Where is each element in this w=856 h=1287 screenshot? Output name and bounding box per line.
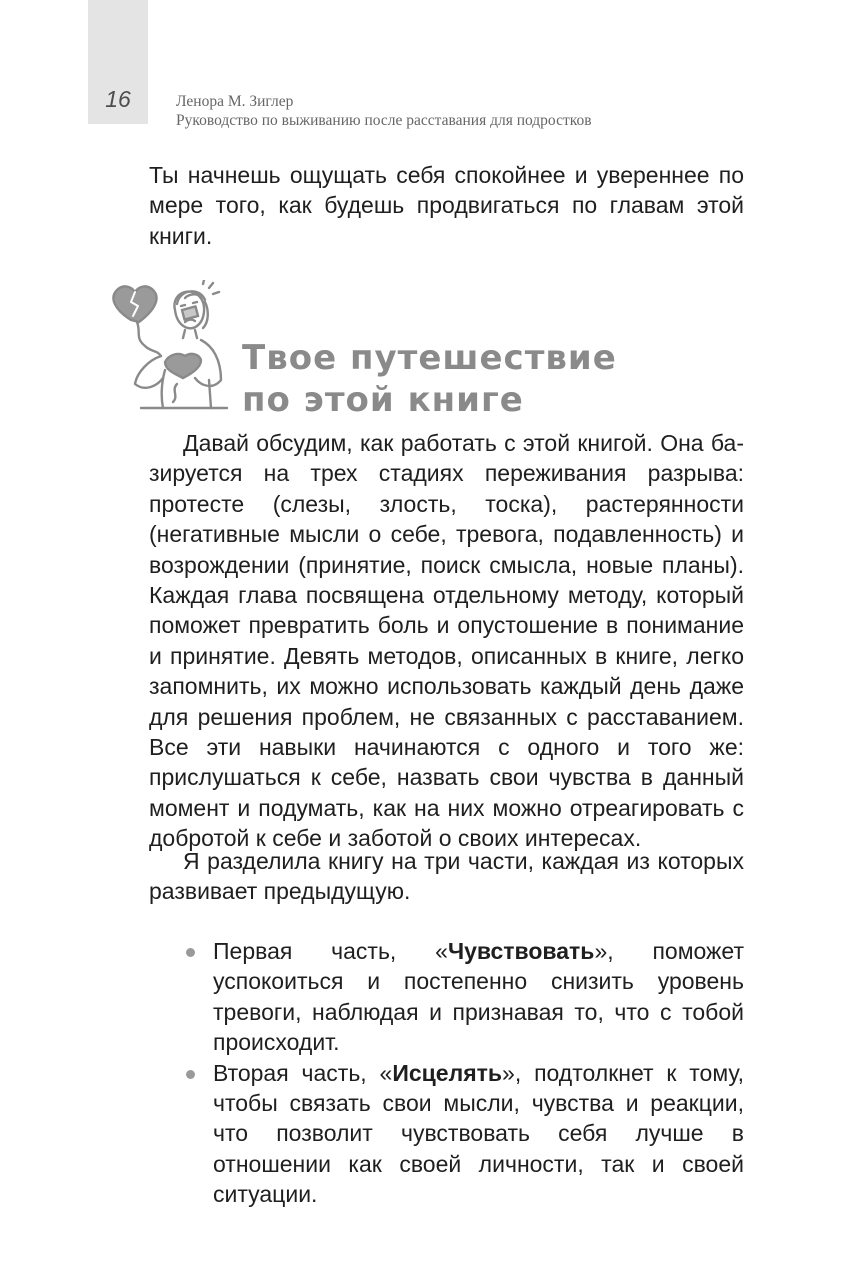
bullet-dot-icon — [186, 1070, 195, 1079]
section-heading — [242, 337, 617, 421]
bullet-bold-term: Чувствовать — [447, 938, 595, 964]
bullet-item-part-two — [186, 1058, 744, 1210]
bullet-item-part-one — [186, 936, 744, 1058]
running-head — [176, 92, 592, 130]
bullet-prefix: Вторая часть, « — [213, 1059, 393, 1086]
section-heading-line1: Твое путешествие — [242, 338, 617, 378]
broken-heart-girl-illustration — [105, 280, 245, 415]
bullet-bold-term: Исцелять — [392, 1059, 503, 1086]
page-number-tab — [88, 0, 148, 124]
author-name: Ленора М. Зиглер — [176, 93, 294, 110]
parts-bullet-list — [186, 936, 744, 1210]
bullet-suffix: », поможет успокоиться и постепенно снизить уровень тревоги, наблюдая и признавая то, что с тобой происходит. — [213, 938, 744, 1056]
book-title: Руководство по выживанию после расставания для подростков — [176, 112, 592, 129]
main-paragraph: Давай обсудим, как работать с этой книгой. Она базируется на трех стадиях переживания разрыва: протесте (слезы, злость, тоска), растерянности (негативные мысли о себе, тревога, подавленность) и возрождении (принятие, поиск смысла, новые планы). Каждая глава посвящена отдельному методу, который поможет превратить боль и опустошение в понимание и принятие. Девять методов, описанных в книге, легко запомнить, их можно использовать каждый день даже для решения проблем, не связанных с расставанием. Все эти навыки начинаются с одного и того же: прислушаться к себе, назвать свои чувства в данный момент и подумать, как на них можно отреагировать с добротой к себе и заботой о своих интересах. — [149, 430, 744, 852]
bullet-prefix: Первая часть, « — [213, 938, 448, 964]
parts-paragraph: Я разделила книгу на три части, каждая из которых развивает предыдущую. — [149, 848, 744, 905]
bullet-dot-icon — [186, 948, 195, 957]
bullet-suffix: », подтолкнет к тому, чтобы связать свои мысли, чувства и реакции, что позволит чувствовать себя лучше в отношении как своей личности, так и своей ситуации. — [213, 1059, 744, 1208]
page-number: 16 — [105, 86, 131, 112]
section-heading-line2: по этой книге — [242, 380, 524, 420]
intro-paragraph: Ты начнешь ощущать себя спокойнее и увереннее по мере того, как будешь продвигаться по главам этой книги. — [149, 162, 744, 249]
